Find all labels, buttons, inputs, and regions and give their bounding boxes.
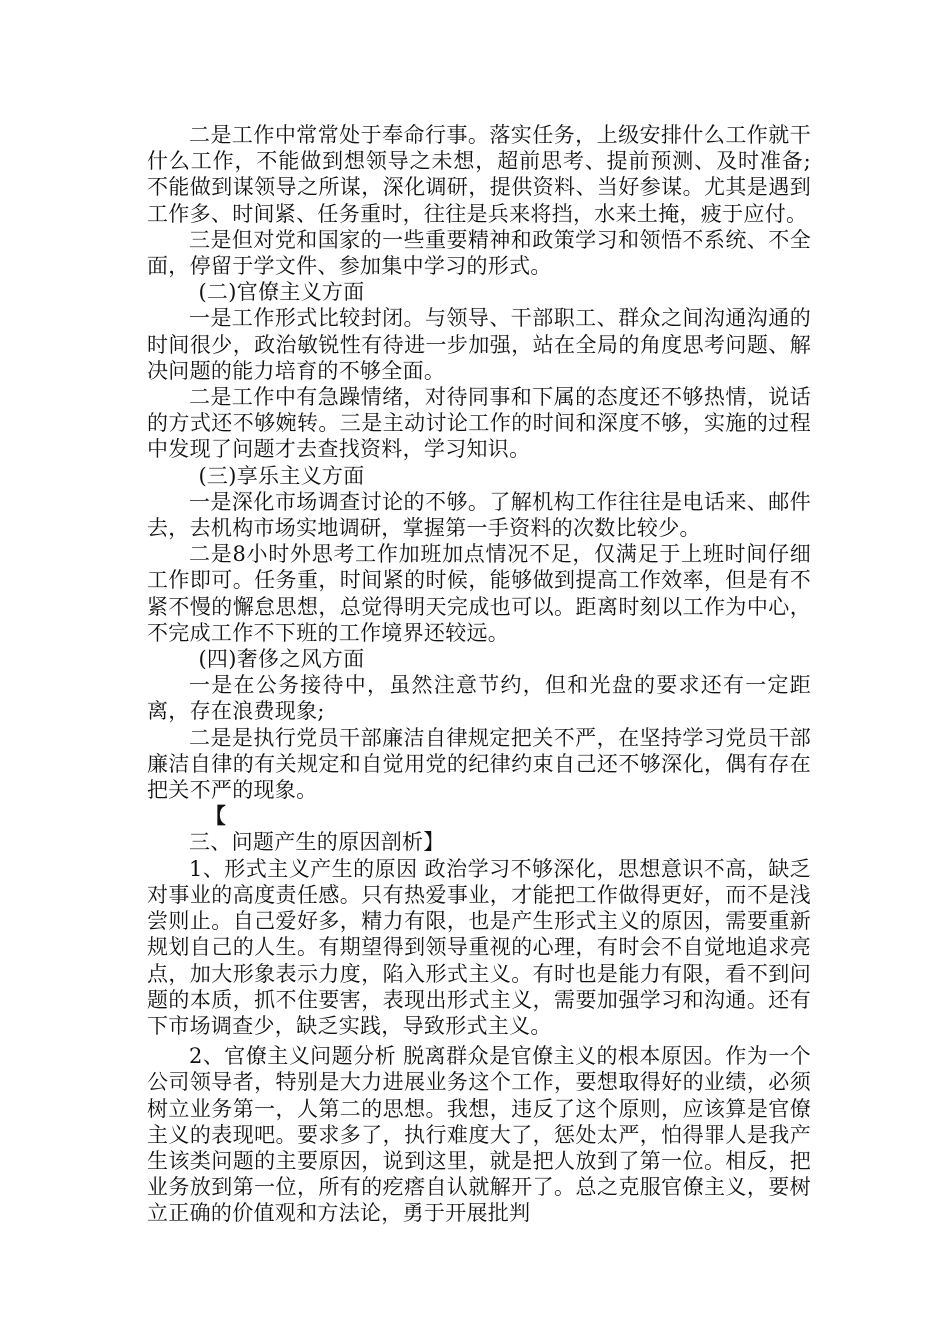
- paragraph-bureaucratism-analysis: 2、官僚主义问题分析 脱离群众是官僚主义的根本原因。作为一个公司领导者，特别是大力进展业务这个工作，要想取得好的业绩，必须树立业务第一，人第二的思想。我想，违反了这个原则，应该算是官僚主义的表现吧。要求多了，执行难度大了，惩处太严，怕得罪人是我产生该类问题的主要原因，说到这里，就是把人放到了第一位。相反，把业务放到第一位，所有的疙瘩自认就解开了。总之克服官僚主义，要树立正确的价值观和方法论，勇于开展批判: [147, 1044, 811, 1226]
- section-heading-hedonism: (三)享乐主义方面: [198, 463, 365, 488]
- section-heading-bureaucratism: (二)官僚主义方面: [198, 280, 365, 305]
- paragraph-market-research: 一是深化市场调查讨论的不够。了解机构工作往往是电话来、邮件去，去机构市场实地调研，掌握第一手资料的次数比较少。: [147, 489, 811, 541]
- section-heading-cause-analysis: 三、问题产生的原因剖析】: [189, 830, 445, 855]
- paragraph-closed-work-style: 一是工作形式比较封闭。与领导、干部职工、群众之间沟通沟通的时间很少，政治敏锐性有待进一步加强，站在全局的角度思考问题、解决问题的能力培育的不够全面。: [147, 306, 811, 383]
- paragraph-formalism-causes: 1、形式主义产生的原因 政治学习不够深化，思想意识不高，缺乏对事业的高度责任感。只有热爱事业，才能把工作做得更好，而不是浅尝则止。自己爱好多，精力有限，也是产生形式主义的原因，需要重新规划自己的人生。有期望得到领导重视的心理，有时会不自觉地追求亮点，加大形象表示力度，陷入形式主义。有时也是能力有限，看不到问题的本质，抓不住要害，表现出形式主义，需要加强学习和沟通。还有下市场调查少，缺乏实践，导致形式主义。: [147, 856, 811, 1038]
- bracket-mark: 【: [204, 803, 227, 829]
- paragraph-impatience: 二是工作中有急躁情绪，对待同事和下属的态度还不够热情，说话的方式还不够婉转。三是主动讨论工作的时间和深度不够，实施的过程中发现了问题才去查找资料，学习知识。: [147, 385, 811, 462]
- paragraph-work-passive: 二是工作中常常处于奉命行事。落实任务，上级安排什么工作就干什么工作，不能做到想领导之未想，超前思考、提前预测、及时准备;不能做到谋领导之所谋，深化调研，提供资料、当好参谋。尤其是遇到工作多、时间紧、任务重时，往往是兵来将挡，水来土掩，疲于应付。: [147, 123, 811, 226]
- paragraph-reception-frugality: 一是在公务接待中，虽然注意节约，但和光盘的要求还有一定距离，存在浪费现象;: [147, 673, 811, 724]
- paragraph-self-discipline: 二是是执行党员干部廉洁自律规定把关不严，在坚持学习党员干部廉洁自律的有关规定和自觉用党的纪律约束自己还不够深化，偶有存在把关不严的现象。: [147, 725, 811, 803]
- paragraph-overtime: 二是8小时外思考工作加班加点情况不足，仅满足于上班时间仔细工作即可。任务重，时间紧的时候，能够做到提高工作效率，但是有不紧不慢的懈怠思想，总觉得明天完成也可以。距离时刻以工作为中心，不完成工作不下班的工作境界还较远。: [147, 542, 811, 645]
- section-heading-extravagance: (四)奢侈之风方面: [198, 647, 365, 672]
- document-body: [147, 122, 811, 1227]
- paragraph-study-insufficient: 三是但对党和国家的一些重要精神和政策学习和领悟不系统、不全面，停留于学文件、参加集中学习的形式。: [147, 227, 811, 279]
